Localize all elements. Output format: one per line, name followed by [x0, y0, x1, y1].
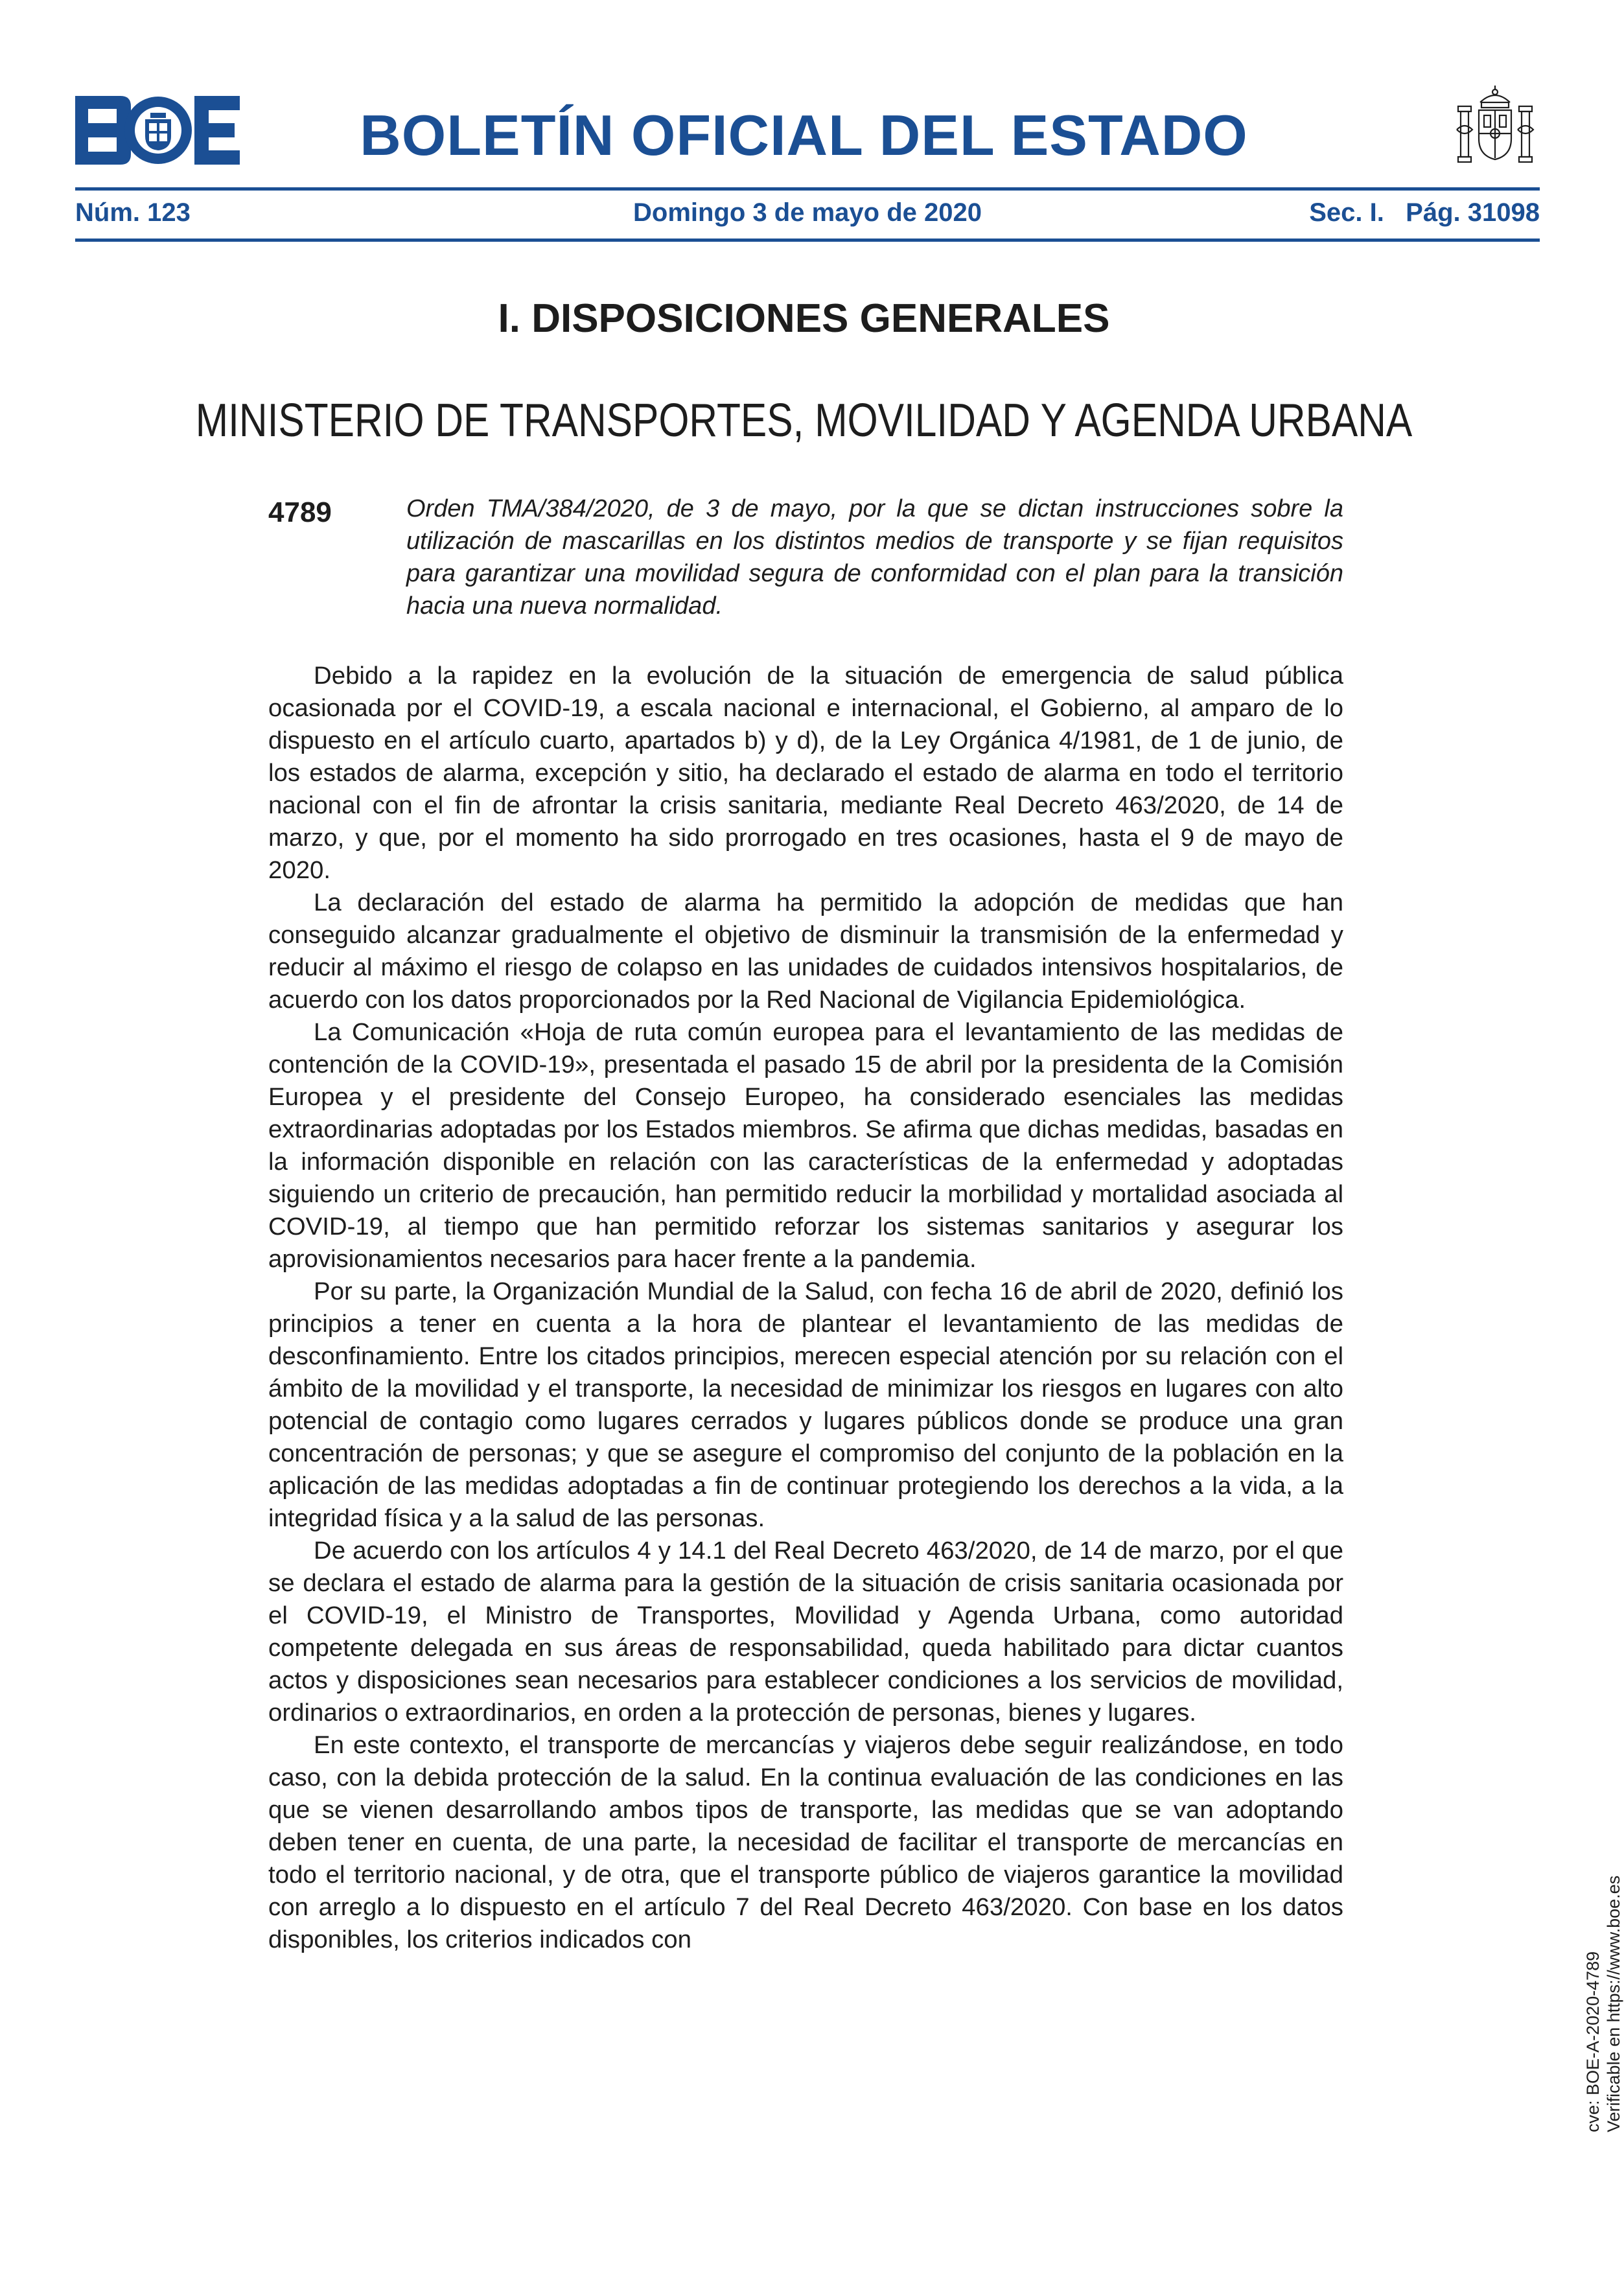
section-page: Sec. I. Pág. 31098	[1309, 198, 1540, 227]
body-paragraph: Por su parte, la Organización Mundial de la Salud, con fecha 16 de abril de 2020, definió los principios a tener en cuenta a la hora de plantear el levantamiento de las medidas de desconfinamiento. Entre los citados principios, merecen especial atención por su relación con el ámbito de la movilidad y el transporte, la necesidad de minimizar los riesgos en lugares con alto potencial de contagio como lugares cerrados y lugares públicos donde se produce una gran concentración de personas; y que se asegure el compromiso del conjunto de la población en la aplicación de las medidas adoptadas a fin de continuar protegiendo los derechos a la vida, a la integridad física y a la salud de las personas.	[268, 1277, 1343, 1532]
issue-date: Domingo 3 de mayo de 2020	[633, 198, 982, 227]
cve-code: cve: BOE-A-2020-4789	[1583, 1951, 1603, 2132]
verification-note	[1583, 1876, 1624, 2132]
header-rule-bottom	[75, 239, 1540, 242]
body-paragraph: La Comunicación «Hoja de ruta común europea para el levantamiento de las medidas de contención de la COVID-19», presentada el pasado 15 de abril por la presidenta de la Comisión Europea y el presidente del Consejo Europeo, ha considerado esenciales las medidas extraordinarias adoptadas por los Estados miembros. Se afirma que dichas medidas, basadas en la información disponible en relación con las características de la enfermedad y adoptadas siguiendo un criterio de precaución, han permitido reducir la morbilidad y mortalidad asociada al COVID-19, al tiempo que han permitido reforzar los sistemas sanitarios y asegurar los aprovisionamientos necesarios para hacer frente a la pandemia.	[268, 1018, 1343, 1273]
document-body	[268, 660, 1343, 1956]
header-rule-top	[75, 187, 1540, 191]
body-paragraph: La declaración del estado de alarma ha permitido la adopción de medidas que han conseguido alcanzar gradualmente el objetivo de disminuir la transmisión de la enfermedad y reducir al máximo el riesgo de colapso en las unidades de cuidados intensivos hospitalarios, de acuerdo con los datos proporcionados por la Red Nacional de Vigilancia Epidemiológica.	[268, 889, 1343, 1014]
disposition-number: 4789	[268, 496, 332, 528]
section-title: I. DISPOSICIONES GENERALES	[498, 296, 1110, 341]
verification-url: Verificable en https://www.boe.es	[1604, 1875, 1623, 2132]
body-paragraph: Debido a la rapidez en la evolución de la situación de emergencia de salud pública ocasionada por el COVID-19, a escala nacional e internacional, el Gobierno, al amparo de lo dispuesto en el artículo cuarto, apartados b) y d), de la Ley Orgánica 4/1981, de 1 de junio, de los estados de alarma, excepción y sitio, ha declarado el estado de alarma en todo el territorio nacional con el fin de afrontar la crisis sanitaria, mediante Real Decreto 463/2020, de 14 de marzo, y que, por el momento ha sido prorrogado en tres ocasiones, hasta el 9 de mayo de 2020.	[268, 662, 1343, 884]
masthead-title: BOLETÍN OFICIAL DEL ESTADO	[360, 103, 1248, 167]
disposition-title: Orden TMA/384/2020, de 3 de mayo, por la que se dictan instrucciones sobre la utilización de mascarillas en los distintos medios de transporte y se fijan requisitos para garantizar una movilidad segura de conformidad con el plan para la transición hacia una nueva normalidad.	[406, 495, 1343, 620]
header-meta	[75, 198, 1540, 231]
spain-coat-of-arms-icon	[1450, 83, 1540, 172]
ministry-name: MINISTERIO DE TRANSPORTES, MOVILIDAD Y AGENDA URBANA	[195, 395, 1413, 447]
body-paragraph: De acuerdo con los artículos 4 y 14.1 del Real Decreto 463/2020, de 14 de marzo, por el que se declara el estado de alarma para la gestión de la situación de crisis sanitaria ocasionada por el COVID-19, el Ministro de Transportes, Movilidad y Agenda Urbana, como autoridad competente delegada en sus áreas de responsabilidad, queda habilitado para dictar cuantos actos y disposiciones sean necesarios para establecer condiciones a los servicios de movilidad, ordinarios o extraordinarios, en orden a la protección de personas, bienes y lugares.	[268, 1537, 1343, 1727]
body-paragraph: En este contexto, el transporte de mercancías y viajeros debe seguir realizándose, en todo caso, con la debida protección de la salud. En la continua evaluación de las condiciones en las que se vienen desarrollando ambos tipos de transporte, las medidas que se van adoptando deben tener en cuenta, de una parte, la necesidad de facilitar el transporte de mercancías en todo el territorio nacional, y de otra, que el transporte público de viajeros garantice la movilidad con arreglo a lo dispuesto en el artículo 7 del Real Decreto 463/2020. Con base en los datos disponibles, los criterios indicados con	[268, 1731, 1343, 1953]
issue-number: Núm. 123	[75, 198, 191, 227]
